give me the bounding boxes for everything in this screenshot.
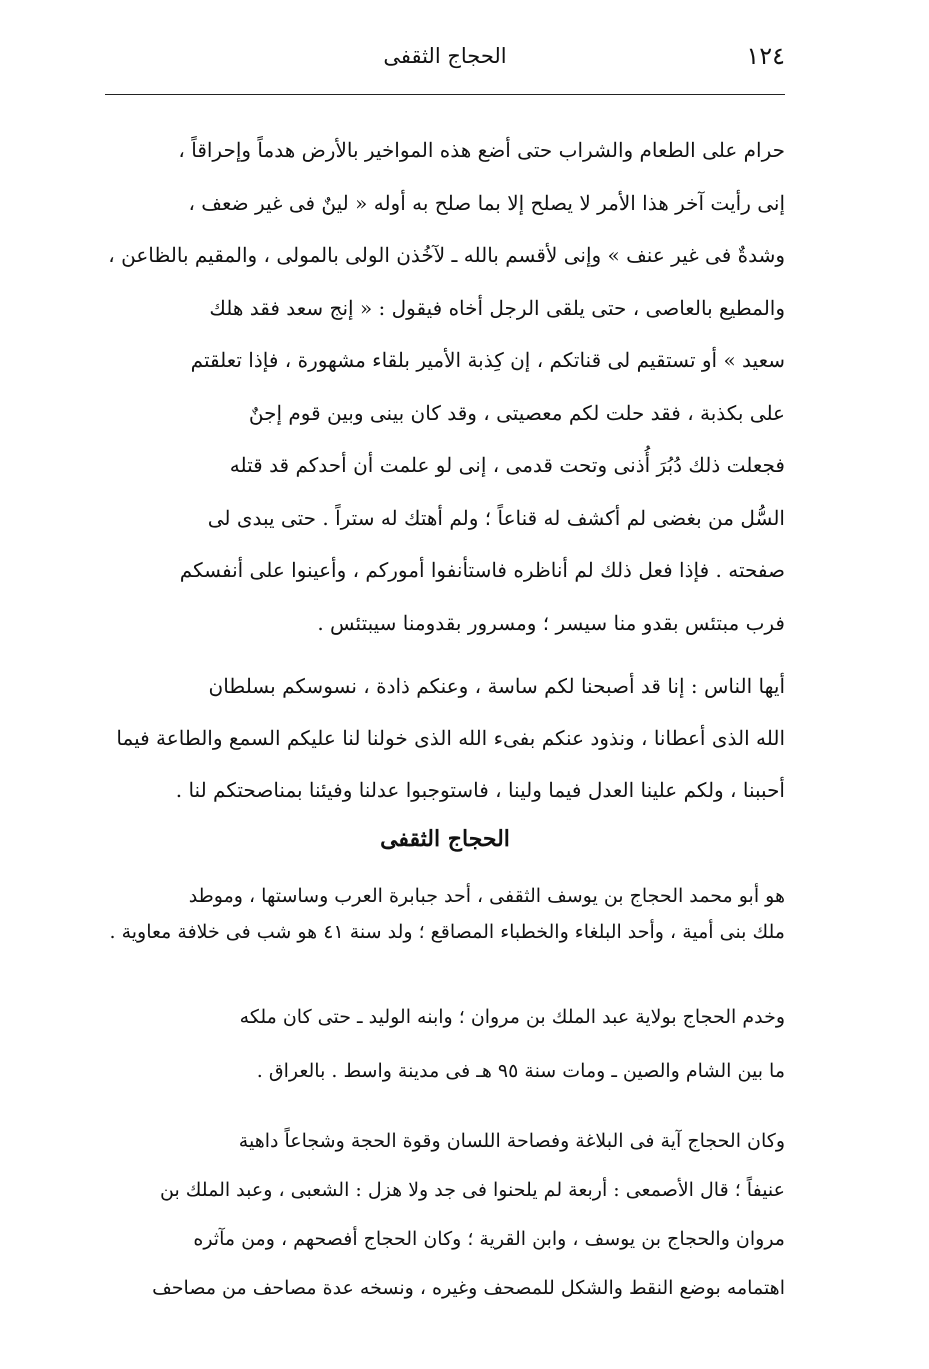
text-line: حرام على الطعام والشراب حتى أضع هذه المواخير بالأرض هدماً وإحراقاً ، <box>178 138 785 162</box>
text-line: سعيد » أو تستقيم لى قناتكم ، إن كِذبة الأمير بلقاء مشهورة ، فإذا تعلقتم <box>190 348 785 372</box>
page-header <box>105 38 785 78</box>
text-line: مروان والحجاج بن يوسف ، وابن القرية ؛ وكان الحجاج أفصحهم ، ومن مآثره <box>193 1228 785 1250</box>
text-line: إنى رأيت آخر هذا الأمر لا يصلح إلا بما صلح به أوله « لينٌ فى غير ضعف ، <box>188 190 785 215</box>
text-line: الله الذى أعطانا ، ونذود عنكم بفىء الله الذى خولنا لنا عليكم السمع والطاعة فيما <box>116 726 785 750</box>
text-line: وشدةٌ فى غير عنف » وإنى لأقسم بالله ـ لآخُذن الولى بالمولى ، والمقيم بالظاعن ، <box>108 243 785 267</box>
speech-paragraph-2 <box>105 660 785 816</box>
text-line: أحببنا ، ولكم علينا العدل فيما ولينا ، فاستوجبوا عدلنا وفيئنا بمناصحتكم لنا . <box>175 778 785 802</box>
text-line: السُّل من بغضى لم أكشف له قناعاً ؛ ولم أهتك له ستراً . حتى يبدى لى <box>207 505 785 530</box>
running-title: الحجاج الثقفى <box>383 44 507 68</box>
text-line: فجعلت ذلك دُبُرَ أُذنى وتحت قدمى ، إنى لو علمت أن أحدكم قد قتله <box>229 453 785 477</box>
text-line: ما بين الشام والصين ـ ومات سنة ٩٥ هـ فى مدينة واسط . بالعراق . <box>256 1060 785 1082</box>
biography-paragraph-3 <box>105 1117 785 1313</box>
paragraph-text <box>105 878 785 950</box>
paragraph-text <box>105 990 785 1098</box>
text-line: ملك بنى أمية ، وأحد البلغاء والخطباء المصاقع ؛ ولد سنة ٤١ هو شب فى خلافة معاوية . <box>109 921 785 943</box>
text-line: فرب مبتئس بقدو منا سيسر ؛ ومسرور بقدومنا سيبتئس . <box>317 610 785 635</box>
text-line: أيها الناس : إنا قد أصبحنا لكم ساسة ، وعنكم ذادة ، نسوسكم بسلطان <box>208 674 785 698</box>
header-divider <box>105 94 785 95</box>
text-line: على بكذبة ، فقد حلت لكم معصيتى ، وقد كان بينى وبين قوم إجنٌ <box>248 400 785 425</box>
paragraph-text <box>105 1117 785 1313</box>
biography-paragraph-2 <box>105 990 785 1098</box>
text-line: وكان الحجاج آية فى البلاغة وفصاحة اللسان وقوة الحجة وشجاعاً داهية <box>238 1130 785 1152</box>
text-line: والمطيع بالعاصى ، حتى يلقى الرجل أخاه فيقول : « إنج سعد فقد هلك <box>209 295 785 320</box>
page-number: ١٢٤ <box>746 42 785 70</box>
section-heading: الحجاج الثقفى <box>380 826 510 852</box>
paragraph-text <box>105 660 785 816</box>
text-line: صفحته . فإذا فعل ذلك لم أناظره فاستأنفوا أموركم ، وأعينوا على أنفسكم <box>179 558 785 582</box>
text-line: هو أبو محمد الحجاج بن يوسف الثقفى ، أحد جبابرة العرب وساستها ، وموطد <box>188 885 785 907</box>
biography-paragraph-1 <box>105 878 785 950</box>
text-line: وخدم الحجاج بولاية عبد الملك بن مروان ؛ وابنه الوليد ـ حتى كان ملكه <box>239 1006 785 1028</box>
text-line: اهتمامه بوضع النقط والشكل للمصحف وغيره ، ونسخه عدة مصاحف من مصاحف <box>152 1277 785 1299</box>
paragraph-text <box>105 124 785 649</box>
speech-paragraph-1 <box>105 124 785 649</box>
text-line: عنيفاً ؛ قال الأصمعى : أربعة لم يلحنوا فى جد ولا هزل : الشعبى ، وعبد الملك بن <box>160 1179 785 1201</box>
